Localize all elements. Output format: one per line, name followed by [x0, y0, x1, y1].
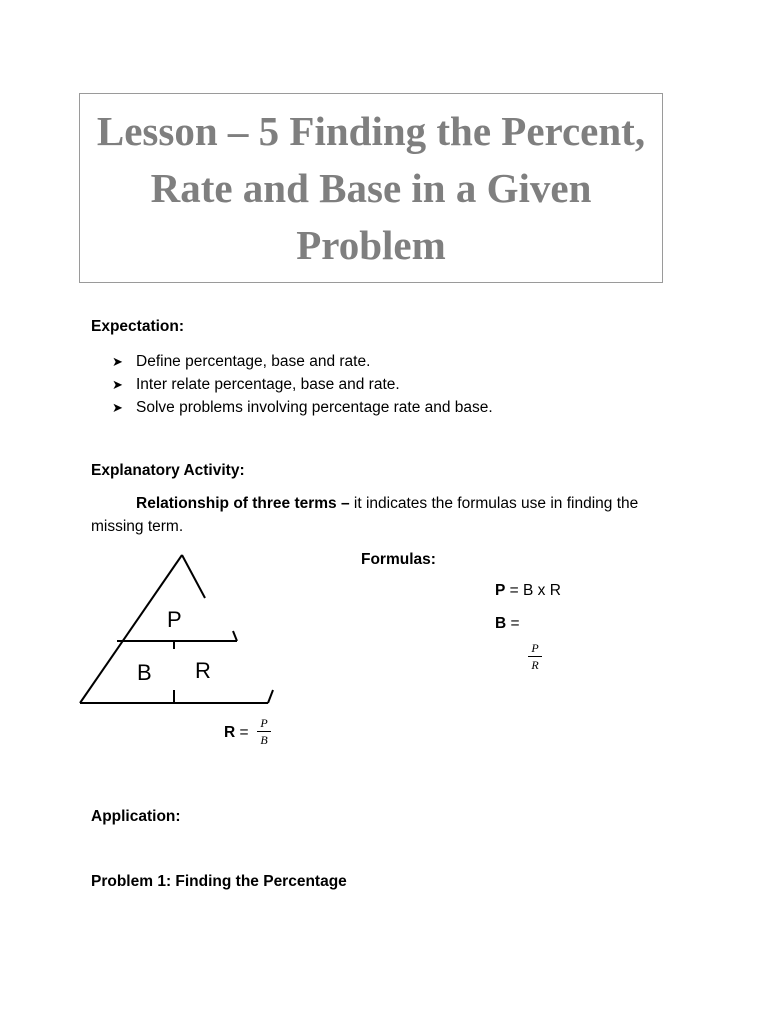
list-item: ➤ Define percentage, base and rate. [112, 350, 493, 373]
explanatory-heading: Explanatory Activity: [91, 462, 245, 479]
application-heading: Application: [91, 808, 181, 825]
title-box [79, 93, 663, 283]
lesson-title: Lesson – 5 Finding the Percent, Rate and Base in a Given Problem [96, 107, 646, 268]
relationship-bold-lead: Relationship of three terms – [136, 495, 350, 512]
explanatory-paragraph [91, 492, 691, 538]
relationship-text: it indicates the formulas use in finding the missing term. [91, 495, 639, 535]
list-item: ➤ Inter relate percentage, base and rate. [112, 373, 493, 396]
problem1-heading: Problem 1: Finding the Percentage [91, 873, 347, 890]
arrow-bullet-icon: ➤ [112, 377, 123, 392]
expectation-list [112, 350, 493, 419]
formula-r-fraction: P B [257, 717, 271, 746]
formulas-heading: Formulas: [361, 551, 436, 568]
expectation-heading: Expectation: [91, 318, 185, 335]
list-item: ➤ Solve problems involving percentage rate and base. [112, 396, 493, 419]
triangle-label-b: B [137, 660, 152, 685]
triangle-label-p: P [167, 607, 182, 632]
arrow-bullet-icon: ➤ [112, 400, 123, 415]
triangle-right-side [182, 555, 205, 598]
formula-b: B = [495, 615, 520, 632]
formula-p: P = B x R [495, 582, 561, 599]
triangle-label-r: R [195, 658, 211, 683]
formula-r: R = [224, 724, 249, 741]
triangle-base-tick [268, 690, 273, 703]
triangle-middle-tick [233, 631, 237, 641]
ptriangle-diagram [70, 550, 290, 715]
arrow-bullet-icon: ➤ [112, 354, 123, 369]
formula-b-fraction: P R [528, 642, 542, 671]
